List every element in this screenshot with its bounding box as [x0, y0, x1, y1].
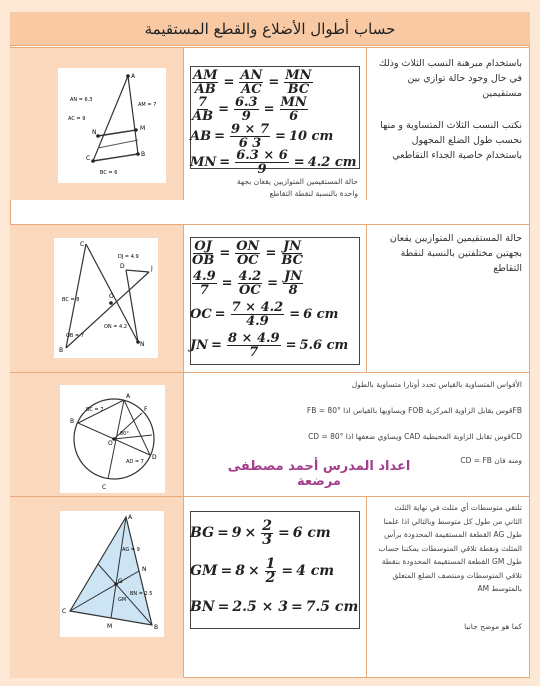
frac-den: OC: [236, 252, 259, 268]
label-m: M: [107, 623, 113, 630]
frac-num: JN: [284, 268, 303, 284]
row-thales-same-side: [10, 47, 530, 200]
label-ad: AD = 7: [126, 459, 144, 465]
frac-den: 7: [199, 282, 209, 298]
label-ag: AG = 9: [122, 547, 140, 553]
frac-num: 4.2: [238, 268, 262, 284]
median-figure: [60, 511, 164, 637]
explanation-text: باستخدام مبرهنة النسب الثلاث وذلك في حال وجود حالة توازي بين مستقيمين: [378, 58, 522, 99]
frac-den: 9: [241, 108, 251, 124]
figure-cell: [10, 497, 183, 678]
label-f: F: [144, 406, 148, 413]
ratio-equation: $\frac{AM}{AB}$ = $\frac{AN}{AC}$ = $\frac{MN}{BC}$: [193, 67, 312, 97]
figure-cell: [10, 225, 183, 372]
result-equation: BN = 2.5 × 3 = 7.5 cm: [190, 599, 359, 615]
label-dj: DJ = 4.9: [118, 254, 139, 260]
frac-den: BC: [287, 81, 310, 97]
row-thales-opposite-side: [10, 224, 530, 372]
explanation-text: حالة المستقيمين المتوازيين يقعان بجهتين مختلفتين بالنسبة لنقطة التقاطع: [389, 233, 522, 274]
frac-num: MN: [280, 94, 307, 110]
factor: 8: [235, 563, 245, 579]
explanation-cell: [366, 48, 530, 200]
crossed-figure: [54, 238, 158, 358]
label-bc: BC = 7: [86, 407, 104, 413]
label-n: N: [140, 341, 145, 348]
label-n: N: [142, 566, 147, 573]
frac-den: BC: [281, 252, 303, 268]
label-o: O: [109, 293, 114, 300]
row-circle-arcs: [10, 372, 530, 496]
frac-num: 6.3 × 6: [236, 147, 288, 163]
frac-num: 7 × 4.2: [231, 299, 284, 315]
frac-num: AN: [240, 67, 263, 83]
frac-den: 6: [289, 108, 299, 124]
frac-num: 6.3: [234, 94, 258, 110]
frac-den: OB: [192, 252, 215, 268]
label-on: ON = 4.2: [104, 324, 127, 330]
label-angle: 80°: [120, 431, 129, 437]
lhs: BN: [190, 599, 215, 615]
frac-den: AB: [194, 81, 216, 97]
circle-figure: [60, 385, 165, 493]
label-ac: AC = 9: [68, 116, 86, 122]
result-equation: OC = $\frac{7 \times 4.2}{4.9}$ = 6 cm: [190, 299, 339, 329]
frac-den: 4.9: [246, 313, 269, 329]
frac-num: 1: [265, 555, 276, 572]
label-bc: BC = 8: [62, 297, 80, 303]
lhs: GM: [190, 563, 218, 579]
label-c: C: [80, 241, 85, 248]
lhs: OC: [190, 306, 212, 322]
frac-den: 6 3: [238, 135, 262, 151]
label-bc: BC = 6: [100, 170, 118, 176]
figure-cell: [10, 373, 183, 496]
author-signature: اعداد المدرس أحمد مصطفى مرضعة: [227, 459, 411, 489]
result: 4.2 cm: [307, 154, 357, 170]
lhs: MN: [190, 154, 217, 170]
conclusion-line: ومنه فان CD = FB: [460, 456, 522, 465]
ratio-equation: $\frac{OJ}{OB}$ = $\frac{ON}{OC}$ = $\frac{JN}{BC}$: [192, 238, 303, 268]
label-a: A: [131, 73, 136, 80]
frac-num: 9 × 7: [230, 121, 270, 137]
frac-num: JN: [283, 238, 302, 254]
label-bn: BN = 2.5: [130, 591, 153, 597]
label-gm: GM: [118, 597, 127, 603]
label-m: M: [140, 125, 146, 132]
explanation-cell: [366, 225, 530, 372]
label-b: B: [70, 418, 75, 425]
label-b: B: [154, 624, 159, 631]
label-g: G: [118, 578, 123, 585]
explanation-cell: [366, 497, 530, 678]
result-equation: JN = $\frac{8 \times 4.9}{7}$ = 5.6 cm: [190, 330, 349, 360]
explanation-text: تلتقي متوسطات أي مثلث في نهاية الثلث الثاني من طول كل متوسط وبالتالي اذا علمنا طول AG القطعة المستقيمة المحدودة برأس المثلث ونقطة تلاقي المتوسطات يمكننا حساب طول GM القطعة المستقيمة المحدودة بنقطة تلاقي المتوسطات ومنتصف الضلع المتعلق بالمتوسط AM: [378, 503, 522, 593]
frac-den: 8: [288, 282, 298, 298]
label-b: B: [59, 347, 64, 354]
footer-note: كما هو موضح جانبا: [464, 622, 522, 631]
result: 10 cm: [288, 128, 334, 144]
case-note: حالة المستقيمين المتوازيين يقعان بجهة واحدة بالنسبة لنقطة التقاطع: [236, 177, 358, 198]
result: 6 cm: [303, 306, 339, 322]
label-d: D: [152, 454, 157, 461]
label-n: N: [92, 129, 97, 136]
frac-den: AC: [241, 81, 262, 97]
frac-den: 9: [257, 161, 267, 177]
frac-num: AM: [193, 67, 218, 83]
frac-den: OC: [239, 282, 261, 298]
label-am: AM = 7: [138, 102, 157, 108]
label-a: A: [126, 393, 131, 400]
frac-num: OJ: [194, 238, 212, 254]
substitution-equation: $\frac{4.9}{7}$ = $\frac{4.2}{OC}$ = $\frac{JN}{8}$: [193, 268, 303, 298]
label-a: A: [128, 514, 133, 521]
text-cell: [183, 373, 530, 496]
expression: 2.5 × 3: [232, 599, 288, 615]
page-title: حساب أطوال الأضلاع والقطع المستقيمة: [10, 12, 530, 46]
label-c: C: [86, 155, 91, 162]
result-equation: AB = $\frac{9 \times 7}{6 3}$ = 10 cm: [190, 121, 334, 151]
rule-line: FBقوس يقابل الزاوية المركزية FOB ويساويها بالقياس اذا FB = 80°: [306, 406, 522, 415]
label-ob: OB = 7: [66, 333, 84, 339]
frac-den: 3: [262, 531, 273, 548]
result: 4 cm: [296, 563, 335, 579]
label-b: B: [141, 151, 146, 158]
result: 6 cm: [292, 525, 331, 541]
label-d: D: [120, 263, 125, 270]
frac-num: 4.9: [193, 268, 216, 284]
result-equation: MN = $\frac{6.3 \times 6}{9}$ = 4.2 cm: [190, 147, 357, 177]
result-equation: GM = 8 × $\frac{1}{2}$ = 4 cm: [190, 555, 335, 586]
triangle-figure: [58, 68, 166, 183]
result: 7.5 cm: [305, 599, 359, 615]
equations-cell: [183, 225, 366, 372]
label-c: C: [102, 484, 107, 491]
result-equation: BG = 9 × $\frac{2}{3}$ = 6 cm: [190, 517, 331, 548]
frac-num: MN: [285, 67, 312, 83]
label-j: J: [151, 265, 153, 272]
equations-cell: [183, 497, 366, 678]
frac-den: 2: [265, 569, 276, 586]
result: 5.6 cm: [299, 337, 349, 353]
frac-den: 7: [249, 344, 259, 360]
explanation-text: نكتب النسب الثلاث المتساوية و منها نحسب طول الضلع المجهول باستخدام خاصية الجداء التقاطعي: [380, 120, 522, 161]
frac-den: AB: [192, 108, 214, 124]
frac-num: 2: [262, 517, 273, 534]
label-c: C: [62, 608, 67, 615]
frac-num: 7: [198, 94, 208, 110]
rule-line: الأقواس المتساوية بالقياس تحدد أوتارا متساوية بالطول: [351, 380, 522, 389]
frac-num: 8 × 4.9: [227, 330, 280, 346]
label-an: AN = 6.3: [70, 97, 93, 103]
lhs: BG: [190, 525, 215, 541]
lhs: AB: [190, 128, 212, 144]
figure-cell: [10, 48, 183, 200]
lhs: JN: [190, 337, 209, 353]
equations-cell: [183, 48, 366, 200]
rule-line: CDقوس تقابل الزاوية المحيطية CAD ويساوي ضعفها اذا CD = 80°: [308, 432, 522, 441]
factor: 9: [231, 525, 242, 541]
frac-num: ON: [236, 238, 260, 254]
row-medians: [10, 496, 530, 678]
substitution-equation: $\frac{7}{AB}$ = $\frac{6.3}{9}$ = $\frac{MN}{6}$: [192, 94, 307, 124]
label-o: O: [108, 440, 113, 447]
